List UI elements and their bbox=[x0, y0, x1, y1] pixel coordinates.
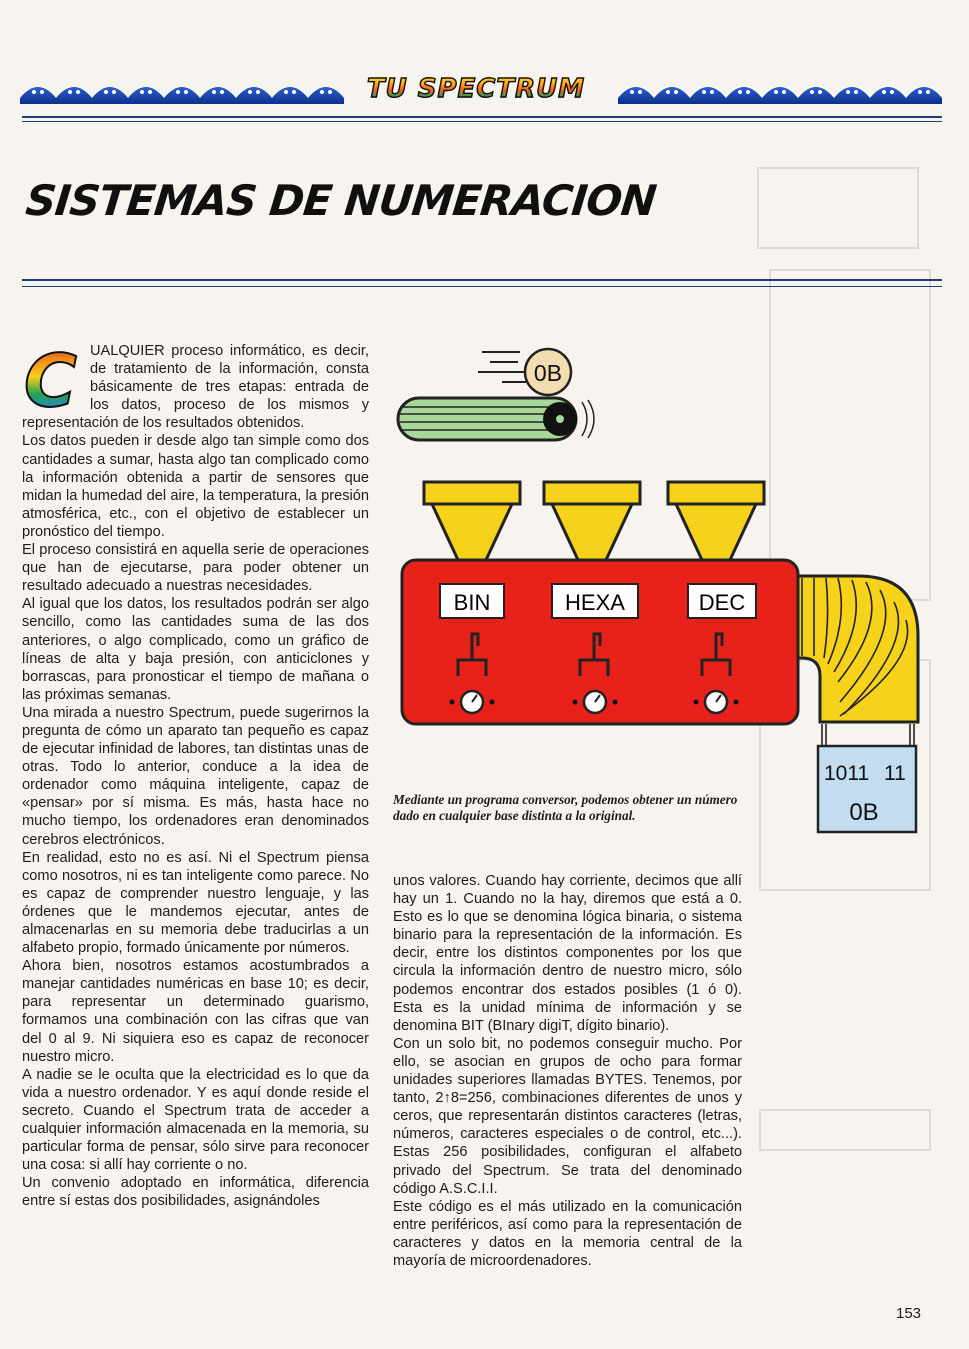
paragraph: Este código es el más utilizado en la comunicación entre periféricos, así como para la representación de caracteres y datos en la memoria central de la mayoría de microordenadores. bbox=[393, 1198, 742, 1269]
title-rule-top bbox=[22, 279, 942, 281]
paragraph: UALQUIER proceso informático, es decir, de tratamiento de la información, consta básicamente de tres etapas: entrada de los datos, proceso de los mismos y representación de los resultados obtenidos. bbox=[22, 343, 369, 432]
bin-label: BIN bbox=[453, 590, 491, 615]
base-selector-hexa bbox=[552, 584, 638, 618]
output-connectors bbox=[822, 724, 914, 748]
article-right-column bbox=[393, 872, 742, 1270]
paragraph: Con un solo bit, no podemos conseguir mucho. Por ello, se asocian en grupos de ocho para formar unidades superiores llamadas BYTES. Tenemos, por tanto, 2↑8=256, combinaciones diferentes de unos y ceros, que representarán distintos caracteres (letras, números, caracteres especiales o de control, etc...). Estas 256 posibilidades, configuran el alfabeto privado del Spectrum. Se trata del denominado código A.S.C.I.I. bbox=[393, 1035, 742, 1197]
figure-caption: Mediante un programa conversor, podemos obtener un número dado en cualquier base distinta a la original. bbox=[393, 792, 738, 823]
page-number: 153 bbox=[896, 1305, 922, 1322]
drop-cap bbox=[22, 344, 78, 414]
article-left-column bbox=[22, 342, 369, 1211]
output-pipe bbox=[788, 576, 918, 722]
paragraph: Ahora bien, nosotros estamos acostumbrados a manejar cantidades numéricas en base 10; es decir, para representar un determinado guarismo, formamos una combinación con las cifras que van del 0 al 9. Ni siquiera eso es capaz de reconocer nuestro micro. bbox=[22, 958, 369, 1065]
converter-illustration bbox=[390, 340, 930, 840]
paragraph: A nadie se le oculta que la electricidad es lo que da vida a nuestro ordenador. Y es aquí donde reside el secreto. Cuando el Spectrum trata de acceder a cualquier información almacenada en la memoria, su particular forma de pensar, sólo sirve para reconocer una cosa: si allí hay corriente o no. bbox=[22, 1066, 369, 1174]
paragraph: unos valores. Cuando hay corriente, decimos que allí hay un 1. Cuando no la hay, diremos que está a 0. Esto es lo que se denomina lógica binaria, o sistema binario para la representación de la información. Es decir, entre los distintos componentes por los que circula la información dentro de nuestro micro, sólo podemos encontrar dos estados posibles (1 ó 0). Esta es la unidad mínima de información y se denomina BIT (BInary digiT, dígito binario). bbox=[393, 873, 742, 1034]
header-rule-bottom bbox=[22, 121, 942, 122]
dec-label: DEC bbox=[698, 590, 746, 615]
paragraph: Los datos pueden ir desde algo tan simple como dos cantidades a sumar, hasta algo tan complicado como la información obtenida a partir de sensores que midan la humedad del aire, la temperatura, la presión atmosférica, etc., con el objetivo de establecer un pronóstico del tiempo. bbox=[22, 433, 369, 540]
ball-label: 0B bbox=[533, 360, 563, 386]
series-title: TU SPECTRUM bbox=[356, 74, 596, 104]
motion-lines bbox=[478, 352, 526, 382]
hexa-label: HEXA bbox=[565, 590, 625, 615]
base-selector-bin bbox=[440, 584, 504, 618]
page-title: SISTEMAS DE NUMERACION bbox=[23, 176, 658, 225]
output-binary: 1011 bbox=[824, 762, 870, 785]
header-rule-top bbox=[22, 116, 942, 118]
paragraph: Una mirada a nuestro Spectrum, puede sugerirnos la pregunta de cómo un aparato tan pequeño es capaz de ejecutar infinidad de labores, tan distintas unas de otras. Todo lo anterior, conduce a la idea de ordenador como máquina inteligente, capaz de «pensar» por sí misma. Es más, hasta hace no mucho tiempo, los ordenadores eran denominados cerebros electrónicos. bbox=[22, 704, 369, 848]
paragraph: En realidad, esto no es así. Ni el Spectrum piensa como nosotros, ni es tan inteligente como parece. No es capaz de comprender nuestro lenguaje, y las órdenes que le mandemos ejecutar, antes de almacenarlas en su memoria debe traducirlas a un alfabeto propio, formado únicamente por números. bbox=[22, 849, 369, 957]
input-funnels bbox=[424, 482, 764, 560]
paragraph: Al igual que los datos, los resultados podrán ser algo sencillo, como las cantidades suma de las dos anteriores, o algo complicado, como un gráfico de líneas de alta y baja presión, con anticiclones y borrascas, para pronosticar el tiempo de mañana o las próximas semanas. bbox=[22, 596, 369, 703]
base-selector-dec bbox=[688, 584, 756, 618]
paragraph: Un convenio adoptado en informática, diferencia entre sí estas dos posibilidades, asignándoles bbox=[22, 1175, 369, 1210]
output-decimal: 11 bbox=[884, 762, 906, 785]
drop-cap-letter: C bbox=[24, 344, 77, 414]
title-rule-bottom bbox=[22, 286, 942, 287]
paragraph: El proceso consistirá en aquella serie de operaciones que han de ejecutarse, para poder obtener un resultado adecuado a nuestras necesidades. bbox=[22, 542, 369, 595]
output-hex: 0B bbox=[849, 799, 879, 826]
